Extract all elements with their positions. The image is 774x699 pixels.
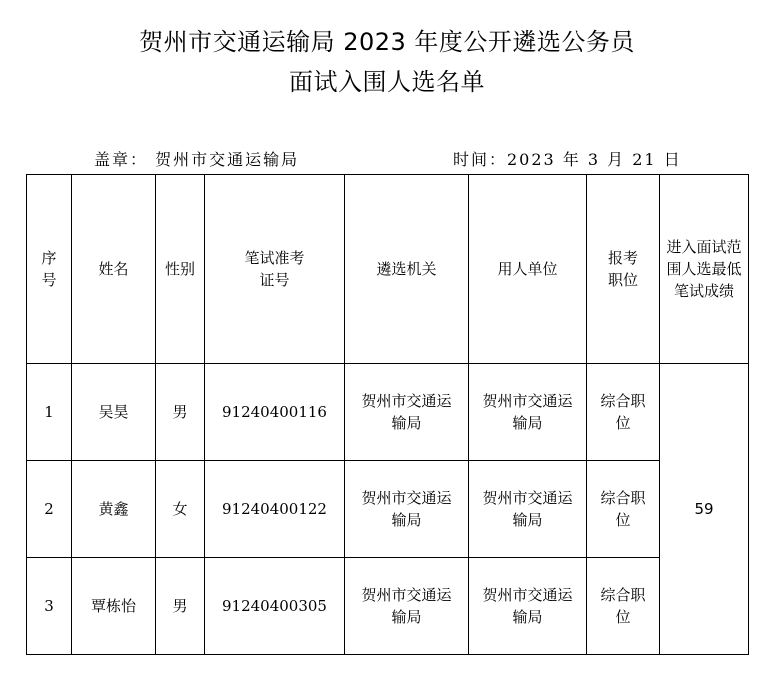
- row-position: 综合职位: [587, 558, 660, 655]
- row-employer: 贺州市交通运输局: [469, 364, 587, 461]
- header-name: 姓名: [72, 175, 156, 364]
- table-row: [27, 558, 749, 655]
- table-header-row: [27, 175, 749, 364]
- document-title-line1: 贺州市交通运输局 2023 年度公开遴选公务员: [139, 28, 635, 56]
- row-name: 覃栋怡: [72, 558, 156, 655]
- row-agency: 贺州市交通运输局: [345, 558, 469, 655]
- table-row: [27, 364, 749, 461]
- header-employer: 用人单位: [469, 175, 587, 364]
- candidate-table: [26, 174, 749, 655]
- min-score-cell: 59: [660, 364, 749, 655]
- header-exam-id: 笔试准考证号: [205, 175, 345, 364]
- date-label: 时间：2023 年 3 月 21 日: [453, 150, 682, 169]
- document-title-line2: 面试入围人选名单: [289, 68, 485, 96]
- row-employer: 贺州市交通运输局: [469, 461, 587, 558]
- row-exam-id: 91240400116: [205, 364, 345, 461]
- seal-label: 盖章： 贺州市交通运输局: [94, 150, 300, 169]
- row-agency: 贺州市交通运输局: [345, 364, 469, 461]
- row-seq: 3: [27, 558, 72, 655]
- row-name: 吴昊: [72, 364, 156, 461]
- header-agency: 遴选机关: [345, 175, 469, 364]
- row-exam-id: 91240400305: [205, 558, 345, 655]
- header-seq: 序号: [27, 175, 72, 364]
- row-employer: 贺州市交通运输局: [469, 558, 587, 655]
- row-name: 黄鑫: [72, 461, 156, 558]
- row-seq: 1: [27, 364, 72, 461]
- row-position: 综合职位: [587, 364, 660, 461]
- row-gender: 男: [156, 558, 205, 655]
- table-row: [27, 461, 749, 558]
- row-gender: 男: [156, 364, 205, 461]
- row-seq: 2: [27, 461, 72, 558]
- row-agency: 贺州市交通运输局: [345, 461, 469, 558]
- row-gender: 女: [156, 461, 205, 558]
- row-position: 综合职位: [587, 461, 660, 558]
- header-position: 报考职位: [587, 175, 660, 364]
- header-min-score: 进入面试范围人选最低笔试成绩: [660, 175, 749, 364]
- header-gender: 性别: [156, 175, 205, 364]
- row-exam-id: 91240400122: [205, 461, 345, 558]
